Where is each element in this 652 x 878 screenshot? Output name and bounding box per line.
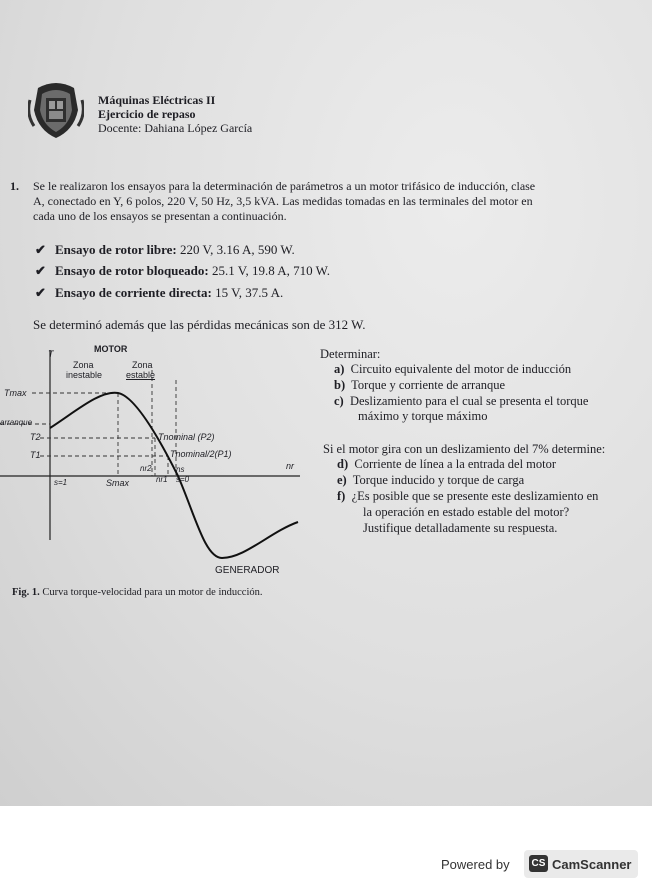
exercise-subtitle: Ejercicio de repaso [98,107,196,121]
t2-label: T2 [30,432,41,442]
determine-item-continuation: máximo y torque máximo [358,409,488,423]
tnominal-p1-label: Tnominal/2(P1) [170,449,232,459]
nr-axis-label: nr [286,461,295,471]
problem-intro-line-2: A, conectado en Y, 6 polos, 220 V, 50 Hz, 3,5 kVA. Las medidas tomadas en las terminales del motor en [33,194,533,208]
t-axis-label: T [48,349,54,359]
smax-label: Smax [106,478,130,488]
test-item: ✔ Ensayo de rotor libre: 220 V, 3.16 A, 590 W. [35,242,295,257]
determine-item: a) Circuito equivalente del motor de inducción [334,362,572,376]
camscanner-logo-icon: CS [529,855,548,872]
test-item: ✔ Ensayo de rotor bloqueado: 25.1 V, 19.8 A, 710 W. [35,263,330,278]
problem-number: 1. [10,179,19,193]
slip-item: d) Corriente de línea a la entrada del motor [337,457,557,471]
inestable-label: inestable [66,370,103,380]
tarranque-label: arranque [0,418,33,427]
zona-label: Zona [132,360,153,370]
slip-item-continuation: la operación en estado estable del motor? [363,505,570,519]
slip-title: Si el motor gira con un deslizamiento del 7% determine: [323,442,606,456]
tmax-label: Tmax [4,388,27,398]
mechanical-losses: Se determinó además que las pérdidas mecánicas son de 312 W. [33,317,366,332]
nr1-label: nr1 [156,475,168,484]
powered-by-text: Powered by [441,857,510,872]
slip-item: f) ¿Es posible que se presente este deslizamiento en [337,489,599,503]
nr2-label: nr2 [140,464,152,473]
torque-curve [50,393,298,558]
generador-label: GENERADOR [215,565,280,576]
camscanner-brand: CamScanner [552,857,632,872]
determine-item: c) Deslizamiento para el cual se presenta el torque [334,394,589,408]
s0-label: s=0 [176,475,190,484]
problem-intro-line-1: Se le realizaron los ensayos para la determinación de parámetros a un motor trifásico de inducción, clase [33,179,536,193]
teacher-name: Docente: Dahiana López García [98,121,253,135]
ns-label: ns [176,465,185,474]
tnominal-p2-label: Tnominal (P2) [158,432,215,442]
determine-title: Determinar: [320,347,381,361]
course-title: Máquinas Eléctricas II [98,93,216,107]
slip-item-continuation: Justifique detalladamente su respuesta. [363,521,558,535]
checkmark-icon: ✔ [35,242,46,257]
slip-item: e) Torque inducido y torque de carga [337,473,525,487]
checkmark-icon: ✔ [35,285,46,300]
problem-intro-line-3: cada uno de los ensayos se presentan a continuación. [33,209,287,223]
t1-label: T1 [30,450,41,460]
estable-label: estable [126,370,156,380]
motor-label: MOTOR [94,344,128,354]
s1-label: s=1 [54,478,68,487]
university-crest-icon [28,80,84,140]
test-item: ✔ Ensayo de corriente directa: 15 V, 37.5 A. [35,285,284,300]
zona-label: Zona [73,360,94,370]
checkmark-icon: ✔ [35,263,46,278]
determine-item: b) Torque y corriente de arranque [334,378,506,392]
figure-caption: Fig. 1. Curva torque-velocidad para un motor de inducción. [12,587,263,598]
